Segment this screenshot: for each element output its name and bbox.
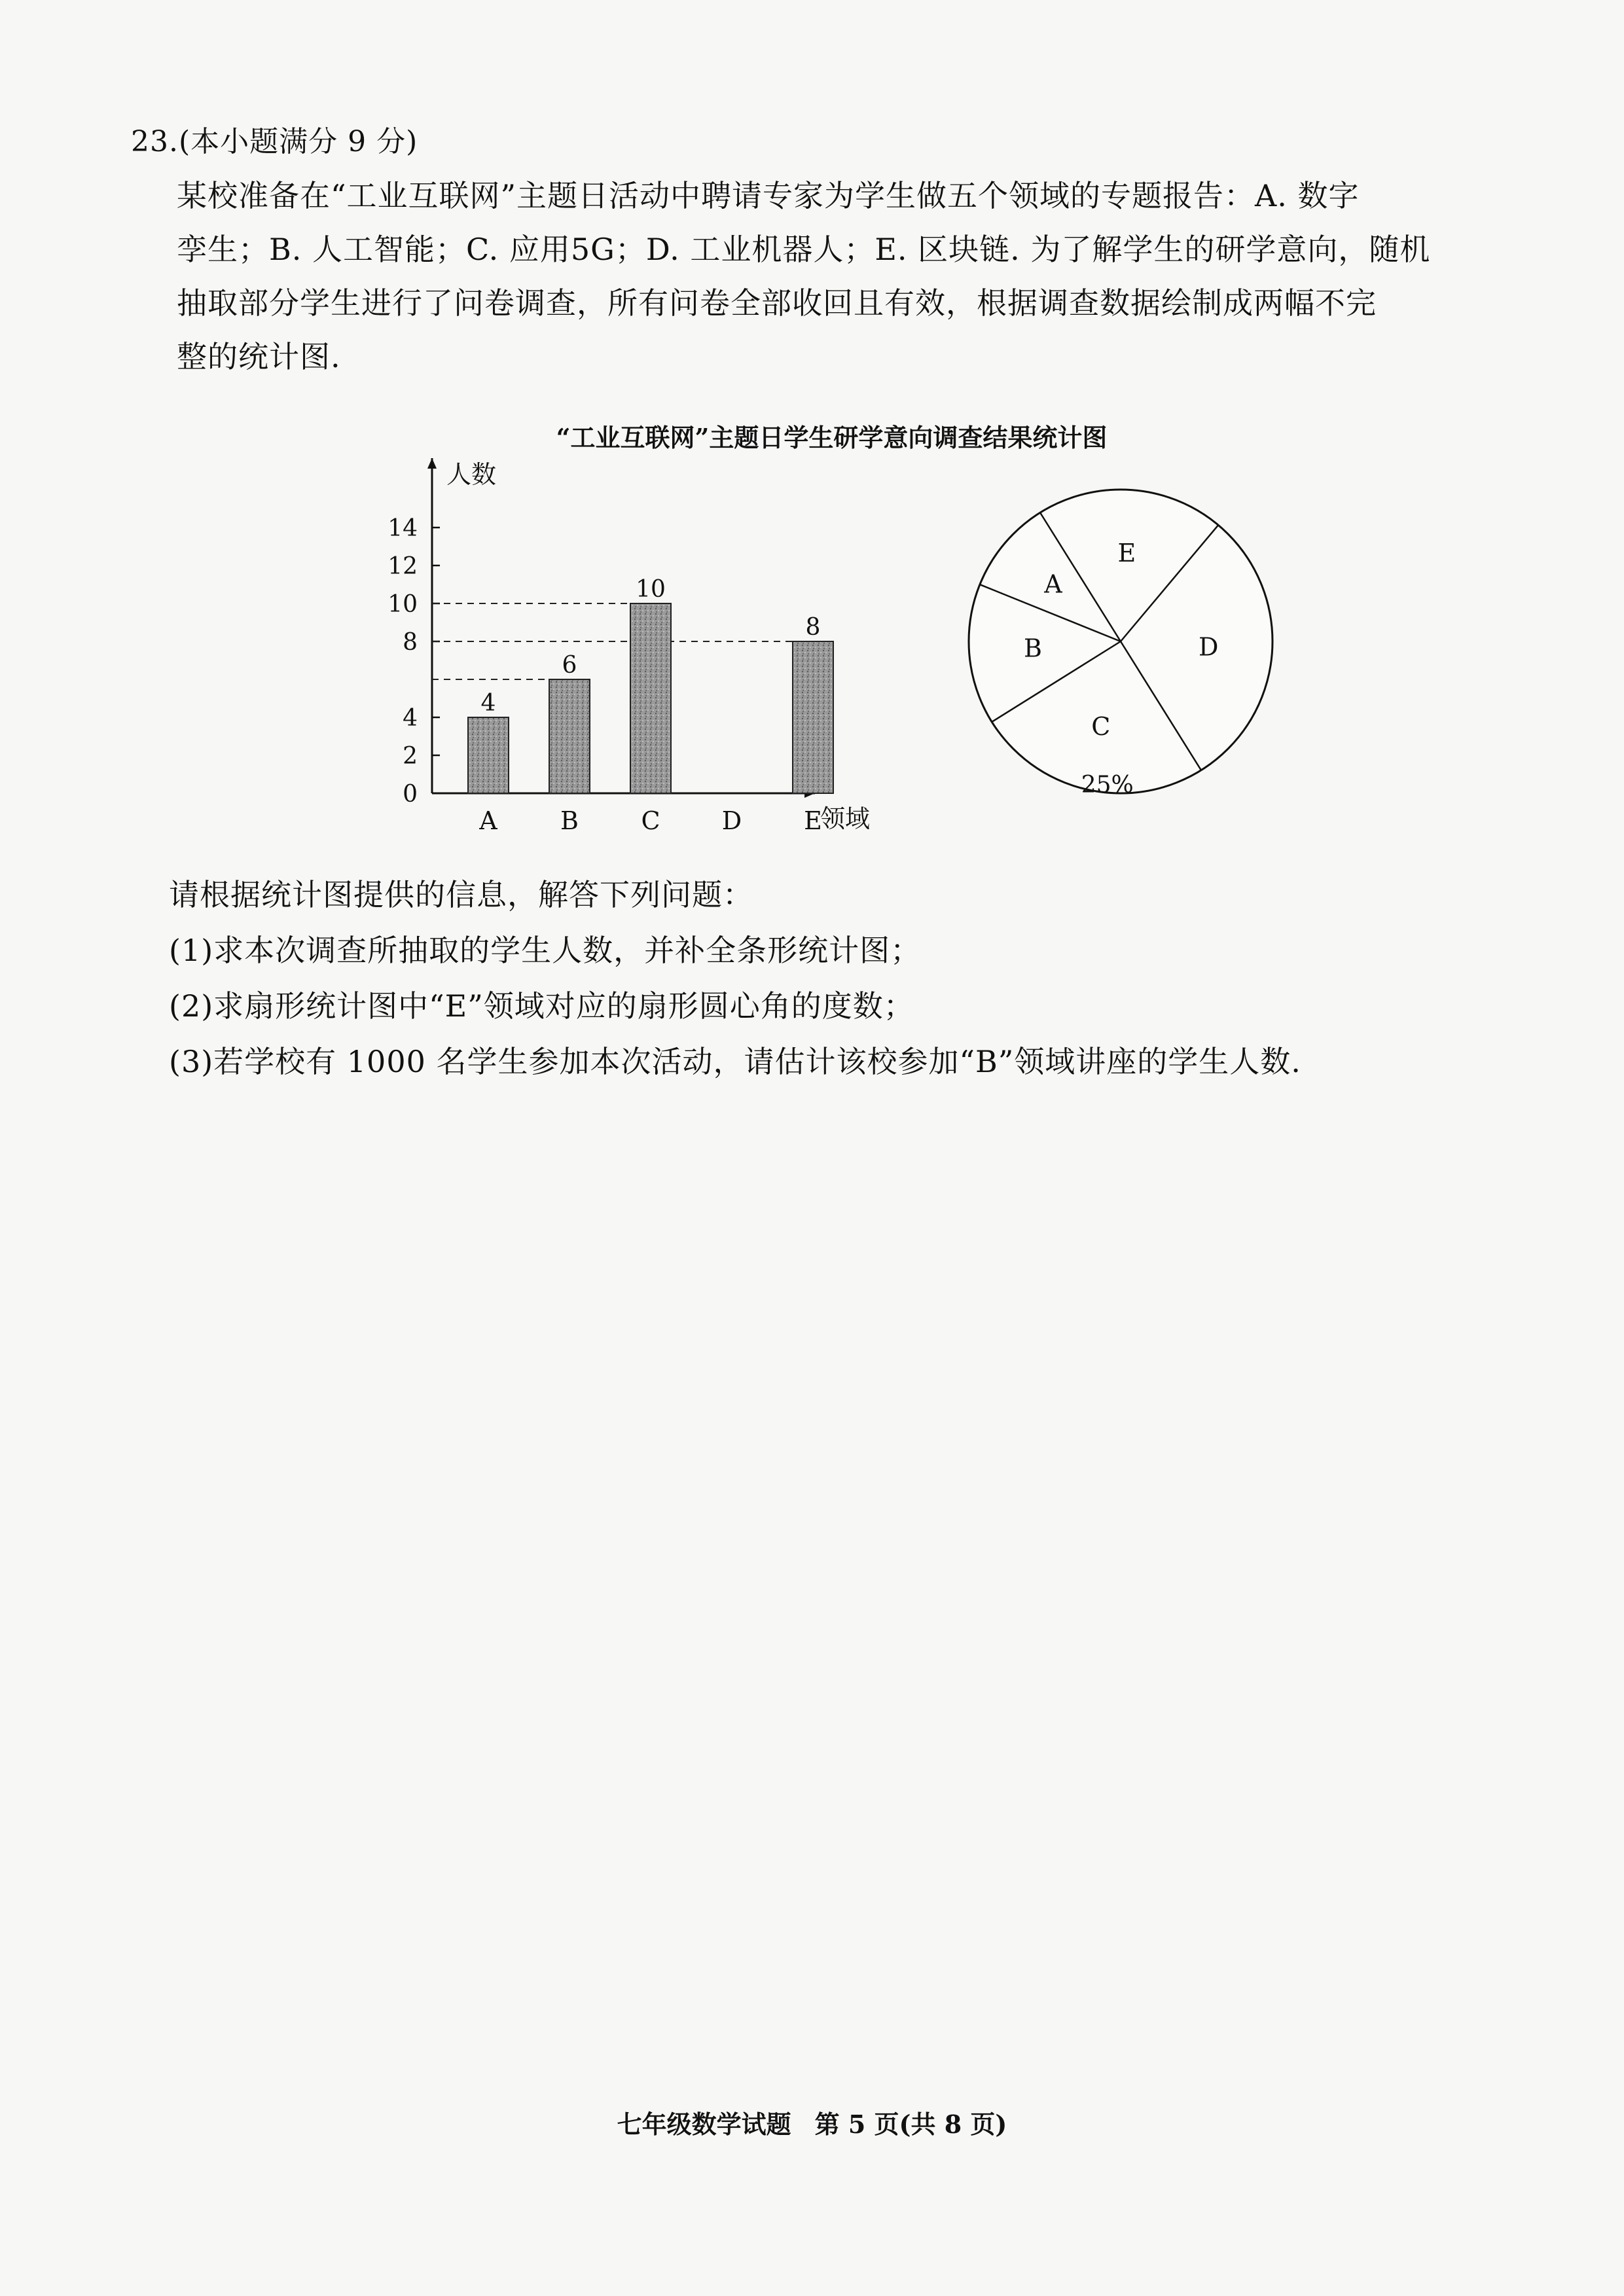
intro-line: 抽取部分学生进行了问卷调查，所有问卷全部收回且有效，根据调查数据绘制成两幅不完 [177,285,1377,321]
bar-b [549,679,590,793]
x-tick-label: D [721,806,742,835]
bar-value-label: 8 [805,614,821,641]
y-tick-label: 14 [388,515,418,542]
y-tick-label: 0 [403,781,418,808]
pie-slice-label-a: A [1044,569,1062,599]
y-tick-label: 12 [388,553,418,580]
pie-slice-label-c: C [1091,712,1111,742]
intro-line: 整的统计图. [177,339,341,374]
pie-percent-label: 25% [1081,772,1134,799]
y-tick-label: 8 [403,629,418,656]
x-tick-label: E [804,806,822,835]
bar-c [630,603,671,793]
question-number: 23. [131,125,179,158]
x-tick-label: B [560,806,579,835]
question-list [169,867,1478,1090]
y-tick-label: 10 [388,591,418,618]
question-points: (本小题满分 9 分) [178,125,418,158]
intro-line: 某校准备在“工业互联网”主题日活动中聘请专家为学生做五个领域的专题报告：A. 数字 [177,178,1360,213]
question-prompt: 请根据统计图提供的信息，解答下列问题： [169,877,753,912]
sub-question-3: (3)若学校有 1000 名学生参加本次活动，请估计该校参加“B”领域讲座的学生人数. [169,1044,1301,1079]
bar-value-label: 6 [562,652,577,679]
pie-slice-label-d: D [1198,632,1219,662]
x-axis-label: 领域 [820,804,871,833]
bar-e [793,641,833,793]
sub-question-1: (1)求本次调查所抽取的学生人数，并补全条形统计图； [169,933,922,968]
y-axis-arrow [427,458,437,469]
intro-line: 孪生；B. 人工智能；C. 应用5G；D. 工业机器人；E. 区块链. 为了解学生的研学意向，随机 [177,232,1431,267]
pie-slice-label-e: E [1117,538,1136,567]
y-tick-label: 4 [403,705,418,732]
y-axis-label: 人数 [446,460,497,489]
x-tick-label: A [479,806,497,835]
footer-subject: 七年级数学试题 [617,2109,791,2139]
page-footer [0,2104,1624,2140]
chart-title: “工业互联网”主题日学生研学意向调查结果统计图 [556,423,1108,452]
footer-page: 第 5 页(共 8 页) [814,2109,1007,2139]
bar-a [468,717,509,793]
x-tick-label: C [641,806,660,835]
pie-slice-label-b: B [1023,634,1042,663]
y-tick-label: 2 [403,743,418,770]
sub-question-2: (2)求扇形统计图中“E”领域对应的扇形圆心角的度数； [169,988,914,1024]
statistics-charts [0,0,1624,864]
bar-value-label: 10 [636,576,666,603]
bar-value-label: 4 [480,690,496,717]
